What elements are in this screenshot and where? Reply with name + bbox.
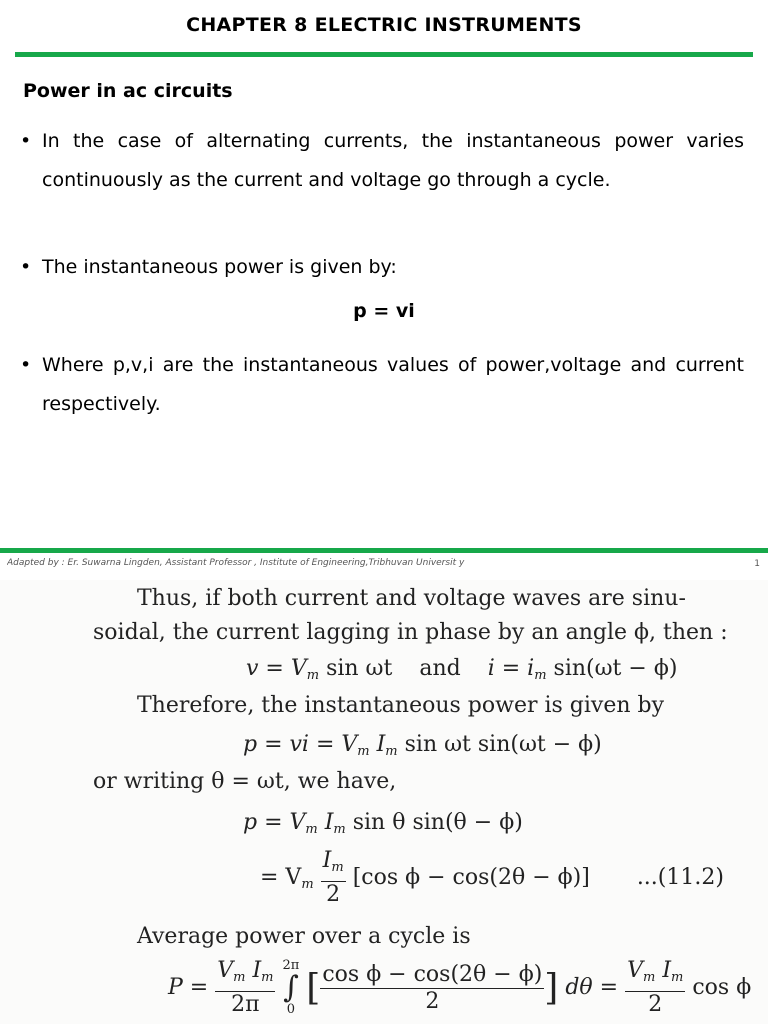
fraction: [215, 958, 275, 1018]
integral-sign: 2π ∫ 0: [282, 958, 300, 1017]
page-number: 1: [754, 559, 760, 569]
eq-part: I: [369, 732, 386, 757]
eq-part: I: [655, 958, 672, 983]
equation-number: ...(11.2): [636, 865, 724, 890]
bullet-item: [20, 122, 744, 199]
eq-part: I: [245, 958, 262, 983]
eq-part: p = vi = V: [243, 732, 358, 757]
eq-sub: m: [331, 860, 344, 875]
fraction: [320, 962, 544, 1015]
eq-sub: m: [357, 744, 370, 759]
bullet-text: The instantaneous power is given by:: [42, 256, 397, 278]
bullet-text: In the case of alternating currents, the instantaneous power varies continuously as the current and voltage go through a cycle.: [42, 130, 744, 191]
equation-p-theta: [243, 810, 523, 837]
eq-part: 0: [286, 1002, 296, 1017]
scan-text-line: soidal, the current lagging in phase by an angle ϕ, then :: [93, 620, 728, 645]
eq-sub: m: [301, 877, 314, 892]
eq-sub: m: [306, 668, 320, 683]
scan-text-line: Therefore, the instantaneous power is given by: [137, 693, 665, 718]
eq-part: dθ =: [565, 975, 619, 1000]
bullet-dot: •: [20, 256, 32, 278]
eq-sub: m: [305, 822, 318, 837]
eq-part: I: [322, 848, 332, 873]
eq-part: [cos ϕ − cos(2θ − ϕ)]: [352, 865, 590, 890]
eq-part: V: [217, 958, 234, 983]
bullet-dot: •: [20, 354, 32, 376]
equation-v-i: [246, 656, 677, 683]
bullet-item: [20, 346, 744, 423]
scan-text-line: Average power over a cycle is: [137, 924, 471, 949]
eq-part: p = V: [243, 810, 306, 835]
eq-part: 2π: [282, 958, 300, 973]
fraction: [321, 848, 346, 908]
footer-credit: Adapted by : Er. Suwarna Lingden, Assistant Professor , Institute of Engineering,Tribhuvan Universit y: [7, 558, 465, 568]
eq-part: = V: [260, 865, 302, 890]
eq-part: sin θ sin(θ − ϕ): [345, 810, 523, 835]
eq-part: and: [419, 656, 461, 681]
eq-part: 2π: [231, 992, 260, 1017]
eq-part: sin(ωt − ϕ): [546, 656, 678, 681]
eq-sub: m: [385, 744, 398, 759]
eq-part: cos ϕ − cos(2θ − ϕ): [322, 961, 543, 987]
title-divider: [15, 52, 753, 57]
eq-part: I: [317, 810, 334, 835]
scan-text-line: or writing θ = ωt, we have,: [93, 769, 397, 794]
eq-part: 2: [326, 882, 341, 907]
equation-p-expanded: [260, 848, 724, 908]
equation-p-vi: [243, 732, 602, 759]
section-heading: Power in ac circuits: [23, 80, 233, 102]
eq-sub: m: [534, 668, 547, 683]
bullet-dot: •: [20, 130, 32, 152]
eq-sub: m: [261, 970, 274, 985]
eq-part: V: [627, 958, 643, 983]
eq-part: 2: [425, 988, 440, 1014]
eq-part: sin ωt: [319, 656, 393, 681]
eq-part: 2: [648, 992, 663, 1017]
eq-sub: m: [643, 970, 656, 985]
eq-part: P =: [168, 975, 209, 1000]
scanned-textbook-excerpt: [0, 580, 768, 1024]
scan-text-line: Thus, if both current and voltage waves are sinu-: [137, 586, 686, 611]
eq-sub: m: [233, 970, 246, 985]
eq-part: sin ωt sin(ωt − ϕ): [397, 732, 602, 757]
eq-part: cos ϕ: [692, 975, 752, 1000]
footer-divider: [0, 548, 768, 553]
bullet-text: Where p,v,i are the instantaneous values of power,voltage and current respectively.: [42, 354, 744, 415]
eq-part: v = V: [246, 656, 307, 681]
bullet-item: [20, 248, 744, 287]
fraction: [625, 958, 685, 1018]
eq-sub: m: [671, 970, 684, 985]
slide-title: CHAPTER 8 ELECTRIC INSTRUMENTS: [186, 14, 582, 36]
eq-part: i = i: [487, 656, 535, 681]
eq-sub: m: [333, 822, 346, 837]
power-equation: p = vi: [353, 300, 415, 322]
equation-average-power: P = $\frac{V_m I_m}{2\pi}$ 2π ∫ 0 [ $\frac{\text{cos ϕ − cos(2θ − ϕ)}}{2}$ ] dθ = $\frac{V_m I_m}{2}$ cos ϕ: [168, 958, 752, 1017]
